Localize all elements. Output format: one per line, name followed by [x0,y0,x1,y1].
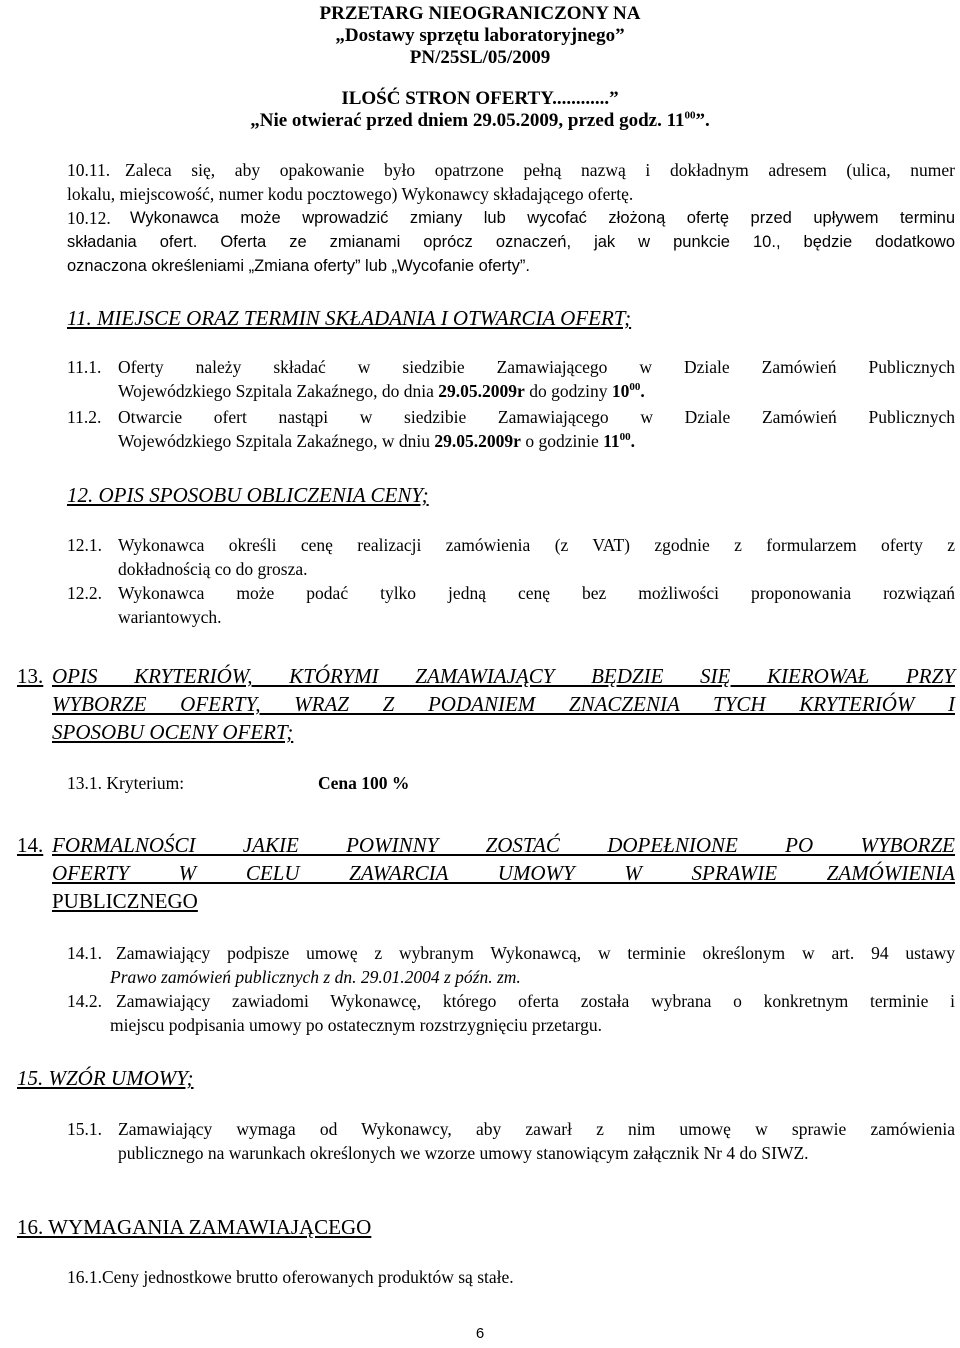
paragraph-number: 11.1. [67,357,102,377]
paragraph-number: 12.2. [67,583,102,603]
section-heading: SPOSOBU OCENY OFERT; [52,720,294,744]
header-title: PRZETARG NIEOGRANICZONY NA [319,3,641,24]
section-heading: 16. WYMAGANIA ZAMAWIAJĄCEGO [17,1215,372,1239]
section-heading: OFERTY W CELU ZAWARCIA UMOWY W SPRAWIE ZAMÓWIENIA [52,861,955,885]
section-heading: 12. OPIS SPOSOBU OBLICZENIA CENY; [67,483,429,507]
paragraph-number: 14.2. [67,991,102,1011]
section-heading: 15. WZÓR UMOWY; [17,1066,194,1090]
section-heading: 11. MIEJSCE ORAZ TERMIN SKŁADANIA I OTWARCIA OFERT; [67,306,632,330]
paragraph-line: dokładnością co do grosza. [118,559,308,579]
paragraph-number: 12.1. [67,535,102,555]
header-pages: ILOŚĆ STRON OFERTY............” [341,88,619,109]
paragraph-line: Wykonawca określi cenę realizacji zamówienia (z VAT) zgodnie z formularzem oferty z [118,535,955,555]
paragraph-line: składania ofert. Oferta ze zmianami oprócz oznaczeń, jak w punkcie 10., będzie dodatkowo [67,233,955,251]
paragraph-line: Wykonawca może podać tylko jedną cenę bez możliwości proponowania rozwiązań [118,583,955,603]
paragraph-line: Zamawiający podpisze umowę z wybranym Wykonawcą, w terminie określonym w art. 94 ustawy [116,943,955,963]
paragraph-line: wariantowych. [118,607,222,627]
header-do-not-open: „Nie otwierać przed dniem 29.05.2009, przed godz. $11^{00}$”. [250,109,710,131]
paragraph-line: Zamawiający wymaga od Wykonawcy, aby zawarł z nim umowę w sprawie zamówienia [118,1119,955,1139]
paragraph-line: lokalu, miejscowość, numer kodu pocztowego) Wykonawcy składającego ofertę. [67,184,634,204]
paragraph-line: Wojewódzkiego Szpitala Zakaźnego, w dniu 29.05.2009r o godzinie $11^{00}$. [118,431,636,451]
section-number: 13. [17,664,44,688]
page-number: 6 [475,1325,485,1342]
criterion-value: Cena 100 % [318,773,410,793]
paragraph-line: Zamawiający zawiadomi Wykonawcę, którego oferta została wybrana o konkretnym terminie i [116,991,955,1011]
paragraph-number: 10.12. [67,208,111,228]
section-heading: PUBLICZNEGO [52,889,198,913]
paragraph-line: Wojewódzkiego Szpitala Zakaźnego, do dnia 29.05.2009r do godziny $10^{00}$. [118,381,645,401]
paragraph-line: Zaleca się, aby opakowanie było opatrzone pełną nazwą i dokładnym adresem (ulica, numer [125,160,955,180]
paragraph-line: 16.1.Ceny jednostkowe brutto oferowanych produktów są stałe. [67,1267,514,1287]
paragraph-line: Prawo zamówień publicznych z dn. 29.01.2004 z późn. zm. [110,967,521,987]
paragraph-line: miejscu podpisania umowy po ostatecznym rozstrzygnięciu przetargu. [110,1015,602,1035]
section-number: 14. [17,833,44,857]
paragraph-line: publicznego na warunkach określonych we wzorze umowy stanowiącym załącznik Nr 4 do SIWZ. [118,1143,809,1163]
paragraph-line: Otwarcie ofert nastąpi w siedzibie Zamawiającego w Dziale Zamówień Publicznych [118,407,955,427]
paragraph-number: 11.2. [67,407,102,427]
header-subject: „Dostawy sprzętu laboratoryjnego” [335,25,625,46]
section-heading: OPIS KRYTERIÓW, KTÓRYMI ZAMAWIAJĄCY BĘDZIE SIĘ KIEROWAŁ PRZY [52,664,955,688]
section-heading: WYBORZE OFERTY, WRAZ Z PODANIEM ZNACZENIA TYCH KRYTERIÓW I [52,692,955,716]
paragraph-number: 14.1. [67,943,102,963]
paragraph-number: 10.11. [67,160,111,180]
paragraph-number: 15.1. [67,1119,102,1139]
section-heading: FORMALNOŚCI JAKIE POWINNY ZOSTAĆ DOPEŁNIONE PO WYBORZE [52,833,955,857]
criterion-label: 13.1. Kryterium: [67,773,185,793]
paragraph-line: Wykonawca może wprowadzić zmiany lub wycofać złożoną ofertę przed upływem terminu [130,209,955,227]
paragraph-line: Oferty należy składać w siedzibie Zamawiającego w Dziale Zamówień Publicznych [118,357,955,377]
header-reference: PN/25SL/05/2009 [409,47,551,68]
paragraph-line: oznaczona określeniami „Zmiana oferty” lub „Wycofanie oferty”. [67,257,530,275]
